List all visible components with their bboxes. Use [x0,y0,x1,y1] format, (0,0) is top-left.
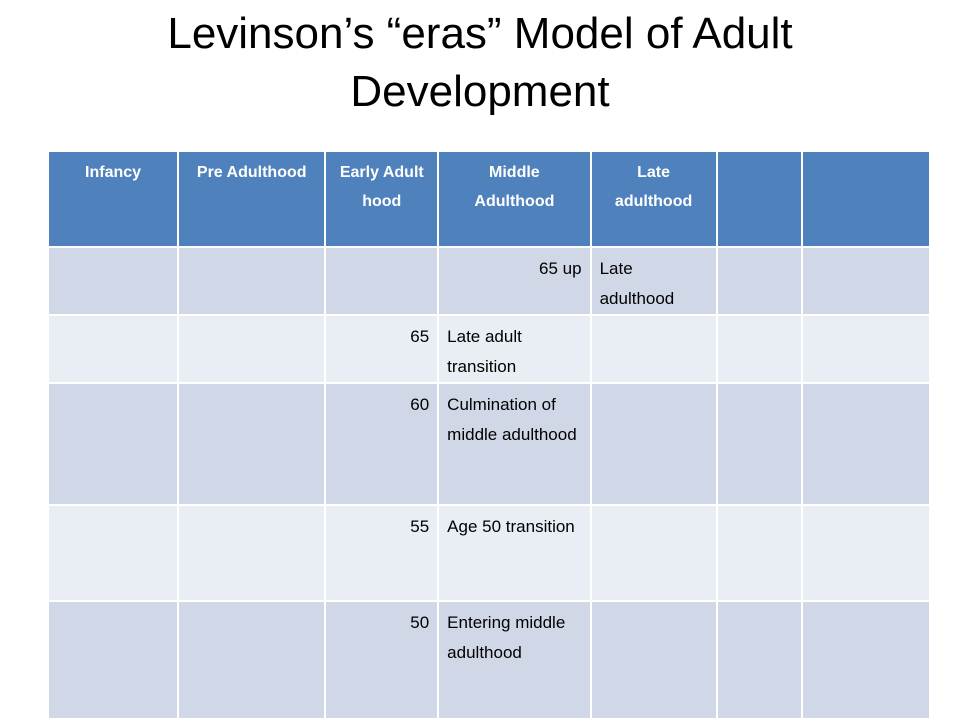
table-cell [802,383,930,505]
table-cell: 50 [325,601,438,719]
header-middle-adulthood: Middle Adulthood [438,151,590,247]
table-cell: Entering middle adulthood [438,601,590,719]
table-cell: 65 up [438,247,590,315]
slide-title [60,4,900,122]
eras-table [47,150,931,720]
table-cell: 55 [325,505,438,601]
table-cell [717,383,802,505]
table-cell: Culmination of middle adulthood [438,383,590,505]
table-cell [717,247,802,315]
header-empty-1 [717,151,802,247]
title-line-2: Development [350,67,610,116]
table-cell: 60 [325,383,438,505]
title-line-1: Levinson’s “eras” Model of Adult [167,9,793,58]
table-cell [48,601,178,719]
table-cell [717,601,802,719]
table-cell [48,247,178,315]
table-cell [591,601,717,719]
header-row [48,151,930,247]
table-row [48,315,930,383]
header-early-adulthood: Early Adult hood [325,151,438,247]
table-row [48,383,930,505]
header-pre-adulthood: Pre Adulthood [178,151,325,247]
table-cell: 65 [325,315,438,383]
table-cell [178,315,325,383]
table-cell [48,383,178,505]
header-late-adulthood: Late adulthood [591,151,717,247]
table-cell [591,505,717,601]
table-cell [802,505,930,601]
header-infancy: Infancy [48,151,178,247]
table-row [48,247,930,315]
table-cell: Late adult transition [438,315,590,383]
table-row [48,505,930,601]
header-empty-2 [802,151,930,247]
table-cell [48,505,178,601]
table-cell [802,315,930,383]
table-cell [178,601,325,719]
table-cell [591,383,717,505]
table-cell: Late adulthood [591,247,717,315]
table-cell [325,247,438,315]
table-cell [591,315,717,383]
table-cell [802,247,930,315]
table-row [48,601,930,719]
table-cell [178,247,325,315]
table-cell [717,315,802,383]
table-cell [717,505,802,601]
table-cell [802,601,930,719]
table-cell [178,383,325,505]
table-cell [178,505,325,601]
table-cell [48,315,178,383]
table-cell: Age 50 transition [438,505,590,601]
